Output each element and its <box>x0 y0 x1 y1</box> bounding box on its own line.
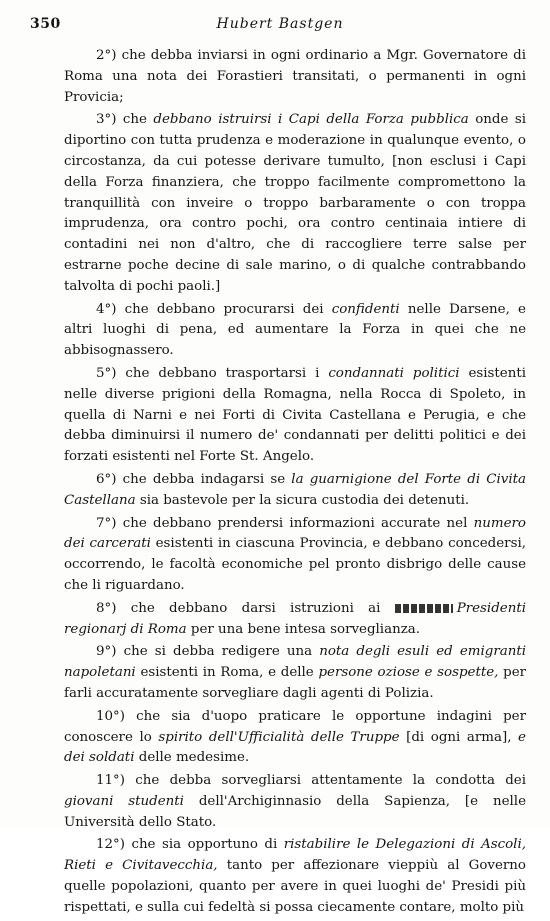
text-run: che sia opportuno di <box>124 837 284 853</box>
running-head: Hubert Bastgen <box>216 16 344 32</box>
text-run: che debbano darsi istruzioni ai <box>116 600 395 616</box>
text-run: per farli accuratamente sorvegliare dagli agenti di Polizia. <box>64 665 527 701</box>
italic-text: Presidenti regionarj di Roma <box>64 600 526 637</box>
item-number: 8°) <box>96 600 117 616</box>
paragraph <box>64 364 526 470</box>
text-run: delle medesime. <box>134 750 250 766</box>
italic-text: ristabilire le Delegazioni di Ascoli, Rieti e Civitavecchia, <box>64 837 526 874</box>
paragraph <box>64 300 526 364</box>
item-number: 4°) <box>96 301 117 317</box>
italic-text: giovani studenti <box>64 793 184 809</box>
italic-text: nota degli esuli ed emigranti napoletani <box>64 644 526 681</box>
text-run: che debba indagarsi se <box>116 471 292 487</box>
text-run: onde si diportino con tutta prudenza e moderazione in qualunque evento, o circostanza, da cui potesse derivare tumulto, [non esclusi i Capi della Forza finanziera, che troppo facilmente compromettono la tranquillità con inveire o troppo barbaramente o con troppa imprudenza, ora contro pochi, ora contro centinaia intiere di contadini nei non d'altro, che di raccogliere terre salse per estrarne poche decine di sale marino, o di qualche contrabbando talvolta di pochi paoli.] <box>64 112 527 294</box>
text-run: [di ogni arma], <box>399 729 519 745</box>
text-run: esistenti in Roma, e delle <box>135 665 319 681</box>
text-run: che debbano trasportarsi i <box>116 365 329 381</box>
text-run: sia bastevole per la sicura custodia dei detenuti. <box>135 492 470 508</box>
italic-text: la guarnigione del Forte di Civita Castellana <box>64 471 527 508</box>
text-run: per una bene intesa sorveglianza. <box>186 621 420 637</box>
item-number: 6°) <box>96 471 117 487</box>
page-body <box>64 46 526 921</box>
text-run: esistenti in ciascuna Provincia, e debbano concedersi, occorrendo, le facoltà economiche pel pronto disbrigo delle cause che li riguardano. <box>64 536 526 593</box>
text-run: che debba inviarsi in ogni ordinario a Mgr. Governatore di Roma una nota dei Forastieri transitati, o permanenti in ogni Provicia; <box>64 48 526 105</box>
text-run: che sia d'uopo praticare le opportune indagini per conoscere lo <box>64 708 526 745</box>
paragraph <box>64 599 526 643</box>
italic-text: confidenti <box>331 301 400 317</box>
ink-smudge <box>395 604 453 613</box>
item-number: 3°) <box>96 112 117 128</box>
item-number: 7°) <box>96 515 117 531</box>
text-run: tanto per affezionare vieppiù al Governo quelle popolazioni, quanto per avere in quei luoghi de' Presidi più rispettati, e sulla cui fedeltà si possa ciecamente contare, molto più <box>64 858 526 915</box>
text-run: che <box>116 112 154 128</box>
italic-text: debbano istruirsi i Capi della Forza pubblica <box>153 112 469 128</box>
italic-text: numero dei carcerati <box>64 515 526 552</box>
item-number: 10°) <box>96 708 125 724</box>
page-header <box>30 16 530 36</box>
text-run: dell'Archiginnasio della Sapienza, [e nelle Università dello Stato. <box>64 793 526 830</box>
italic-text: e dei soldati <box>64 729 526 766</box>
item-number: 5°) <box>96 365 117 381</box>
item-number: 12°) <box>96 837 125 853</box>
paragraph <box>64 707 526 771</box>
text-run: che debba sorvegliarsi attentamente la condotta dei <box>124 773 526 789</box>
text-run: esistenti nelle diverse prigioni della Romagna, nella Rocca di Spoleto, in quella di Narni e nei Forti di Civita Castellana e Perugia, e che debba diminuirsi il numero de' condannati per delitti politici e dei forzati esistenti nel Forte St. Angelo. <box>64 365 526 465</box>
paragraph <box>64 470 526 514</box>
paragraph <box>64 110 526 299</box>
item-number: 2°) <box>96 48 117 63</box>
text-run: che debbano prendersi informazioni accurate nel <box>116 515 474 531</box>
italic-text: condannati politici <box>328 365 460 381</box>
italic-text: spirito dell'Ufficialità delle Truppe <box>158 729 400 745</box>
item-number: 9°) <box>96 644 117 660</box>
page-number: 350 <box>30 16 61 32</box>
text-run: che si debba redigere una <box>116 644 320 660</box>
item-number: 11°) <box>96 773 125 789</box>
paragraph <box>64 514 526 599</box>
paragraph <box>64 835 526 920</box>
text-run: nelle Darsene, e altri luoghi di pena, ed aumentare la Forza in quei che ne abbisognassero. <box>64 301 526 359</box>
paragraph <box>64 771 526 835</box>
paragraph <box>64 46 526 110</box>
text-run: che debbano procurarsi dei <box>116 301 332 317</box>
paragraph <box>64 642 526 706</box>
italic-text: persone oziose e sospette, <box>318 665 499 681</box>
